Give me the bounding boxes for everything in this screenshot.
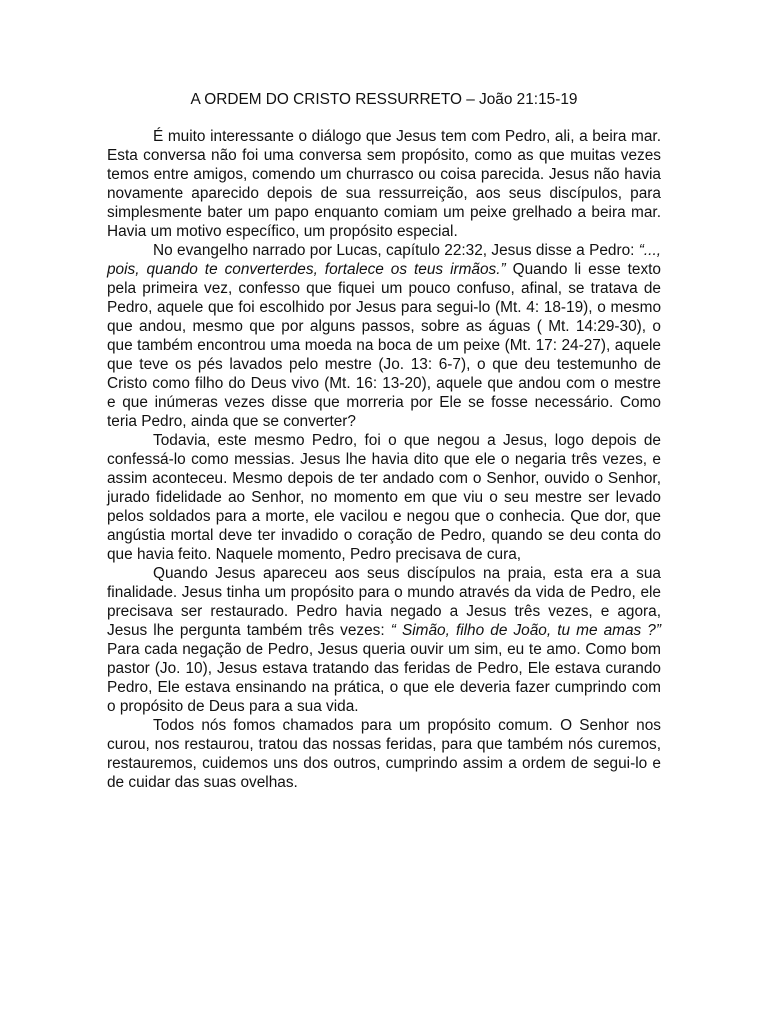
paragraph-1-text: É muito interessante o diálogo que Jesus tem com Pedro, ali, a beira mar. Esta conversa não foi uma conversa sem propósito, como as que muitas vezes temos entre amigos, comendo um churrasco ou coisa parecida. Jesus não havia novamente aparecido depois de sua ressurreição, aos seus discípulos, para simplesmente bater um papo enquanto comiam um peixe grelhado a beira mar. Havia um motivo específico, um propósito especial.: [107, 128, 661, 240]
paragraph-4: [107, 564, 661, 716]
paragraph-2-text-b: Quando li esse texto pela primeira vez, confesso que fiquei um pouco confuso, afinal, se tratava de Pedro, aquele que foi escolhido por Jesus para segui-lo (Mt. 4: 18-19), o mesmo que andou, mesmo que por alguns passos, sobre as águas ( Mt. 14:29-30), o que também encontrou uma moeda na boca de um peixe (Mt. 17: 24-27), aquele que teve os pés lavados pelo mestre (Jo. 13: 6-7), o que deu testemunho de Cristo como filho do Deus vivo (Mt. 16: 13-20), aquele que andou com o mestre e que inúmeras vezes disse que morreria por Ele se fosse necessário. Como teria Pedro, ainda que se converter?: [107, 261, 661, 430]
paragraph-2: [107, 241, 661, 431]
paragraph-3: [107, 431, 661, 564]
paragraph-4-text-b: Para cada negação de Pedro, Jesus queria ouvir um sim, eu te amo. Como bom pastor (Jo. 10), Jesus estava tratando das feridas de Pedro, Ele estava curando Pedro, Ele estava ensinando na prática, o que ele deveria fazer cumprindo com o propósito de Deus para a sua vida.: [107, 641, 661, 715]
document-title: A ORDEM DO CRISTO RESSURRETO – João 21:15-19: [190, 91, 578, 108]
document-page: [107, 90, 661, 792]
quote-luke-22-32: “..., pois, quando te converterdes, fortalece os teus irmãos.”: [107, 242, 661, 278]
paragraph-4-text-a: Quando Jesus apareceu aos seus discípulos na praia, esta era a sua finalidade. Jesus tinha um propósito para o mundo através da vida de Pedro, ele precisava ser restaurado. Pedro havia negado a Jesus três vezes, e agora, Jesus lhe pergunta também três vezes:: [107, 565, 661, 639]
paragraph-5: [107, 716, 661, 792]
paragraph-5-text: Todos nós fomos chamados para um propósito comum. O Senhor nos curou, nos restaurou, tratou das nossas feridas, para que também nós curemos, restauremos, cuidemos uns dos outros, cumprindo assim a ordem de segui-lo e de cuidar das suas ovelhas.: [107, 717, 661, 791]
quote-simao-tu-me-amas: “ Simão, filho de João, tu me amas ?”: [390, 622, 661, 639]
paragraph-2-text-a: No evangelho narrado por Lucas, capítulo 22:32, Jesus disse a Pedro:: [153, 242, 639, 259]
paragraph-3-text: Todavia, este mesmo Pedro, foi o que negou a Jesus, logo depois de confessá-lo como messias. Jesus lhe havia dito que ele o negaria três vezes, e assim aconteceu. Mesmo depois de ter andado com o Senhor, ouvido o Senhor, jurado fidelidade ao Senhor, no momento em que viu o seu mestre ser levado pelos soldados para a morte, ele vacilou e negou que o conhecia. Que dor, que angústia mortal deve ter invadido o coração de Pedro, quando se deu conta do que havia feito. Naquele momento, Pedro precisava de cura,: [107, 432, 661, 563]
paragraph-1: [107, 127, 661, 241]
